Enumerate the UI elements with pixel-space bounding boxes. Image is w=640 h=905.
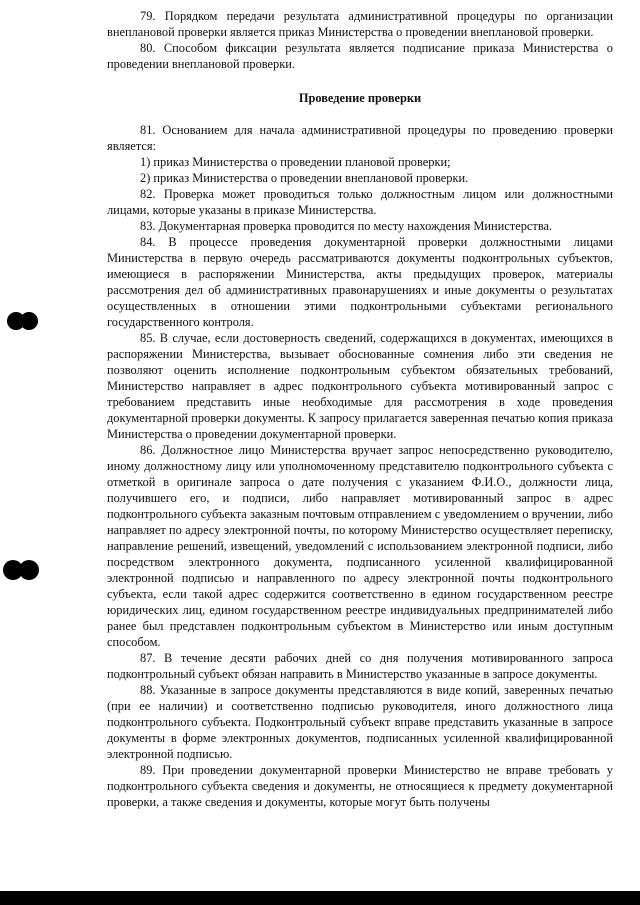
paragraph-79: 79. Порядком передачи результата административной процедуры по организации внеплановой проверки является приказ Министерства о проведении внеплановой проверки. <box>107 9 613 39</box>
paragraph-80: 80. Способом фиксации результата является подписание приказа Министерства о проведении внеплановой проверки. <box>107 41 613 71</box>
paragraph-87: 87. В течение десяти рабочих дней со дня получения мотивированного запроса подконтрольный субъект обязан направить в Министерство указанные в запросе документы. <box>107 651 613 681</box>
punch-hole-mark <box>19 560 39 580</box>
paragraph-83: 83. Документарная проверка проводится по месту нахождения Министерства. <box>140 219 553 233</box>
paragraph-86: 86. Должностное лицо Министерства вручает запрос непосредственно руководителю, иному должностному лицу или уполномоченному представителю подконтрольного субъекта с отметкой в оригинале запроса о дате получения с указанием Ф.И.О., должности лица, получившего его, и подписи, либо направляет мотивированный запрос в адрес подконтрольного субъекта заказным почтовым отправлением с уведомлением о вручении, либо направляет по адресу электронной почты, по которому Министерство осуществляет переписку, направление решений, извещений, уведомлений с использованием электронной подписи, либо посредством электронного документа, подписанного усиленной квалифицированной электронной подписью и направленного по адресу электронной почты подконтрольного субъекта, если такой адрес содержится соответственно в едином государственном реестре юридических лиц, едином государственном реестре индивидуальных предпринимателей либо ранее был представлен подконтрольным субъектом в Министерство или иным доступным способом. <box>107 443 613 649</box>
section-heading: Проведение проверки <box>298 91 422 105</box>
paragraph-81-item-1: 1) приказ Министерства о проведении плановой проверки; <box>140 155 451 169</box>
paragraph-85: 85. В случае, если достоверность сведений, содержащихся в документах, имеющихся в распоряжении Министерства, вызывает обоснованные сомнения либо эти сведения не позволяют оценить исполнение подконтрольным субъектом обязательных требований, Министерство направляет в адрес подконтрольного субъекта мотивированный запрос с требованием представить иные необходимые для рассмотрения в ходе проведения документарной проверки документы. К запросу прилагается заверенная печатью копия приказа Министерства о проведении документарной проверки. <box>107 331 613 441</box>
scan-edge-bar <box>0 891 640 905</box>
paragraph-89: 89. При проведении документарной проверки Министерство не вправе требовать у подконтрольного субъекта сведения и документы, не относящиеся к предмету документарной проверки, а также сведения и документы, которые могут быть получены <box>107 763 613 809</box>
paragraph-84: 84. В процессе проведения документарной проверки должностными лицами Министерства в первую очередь рассматриваются документы подконтрольных субъектов, имеющиеся в распоряжении Министерства, акты предыдущих проверок, материалы рассмотрения дел об административных правонарушениях и иные документы о результатах осуществленных в отношении этими подконтрольными субъектами регионального государственного контроля. <box>107 235 613 329</box>
document-body <box>107 8 613 810</box>
paragraph-88: 88. Указанные в запросе документы представляются в виде копий, заверенных печатью (при ее наличии) и соответственно подписью руководителя, иного должностного лица подконтрольного субъекта. Подконтрольный субъект вправе представить указанные в запросе документы в форме электронных документов, подписанных усиленной квалифицированной электронной подписью. <box>107 683 613 761</box>
paragraph-81-item-2: 2) приказ Министерства о проведении внеплановой проверки. <box>140 171 469 185</box>
punch-hole-mark <box>20 312 38 330</box>
paragraph-82: 82. Проверка может проводиться только должностным лицом или должностными лицами, которые указаны в приказе Министерства. <box>107 187 613 217</box>
paragraph-81: 81. Основанием для начала административной процедуры по проведению проверки является: <box>107 123 613 153</box>
